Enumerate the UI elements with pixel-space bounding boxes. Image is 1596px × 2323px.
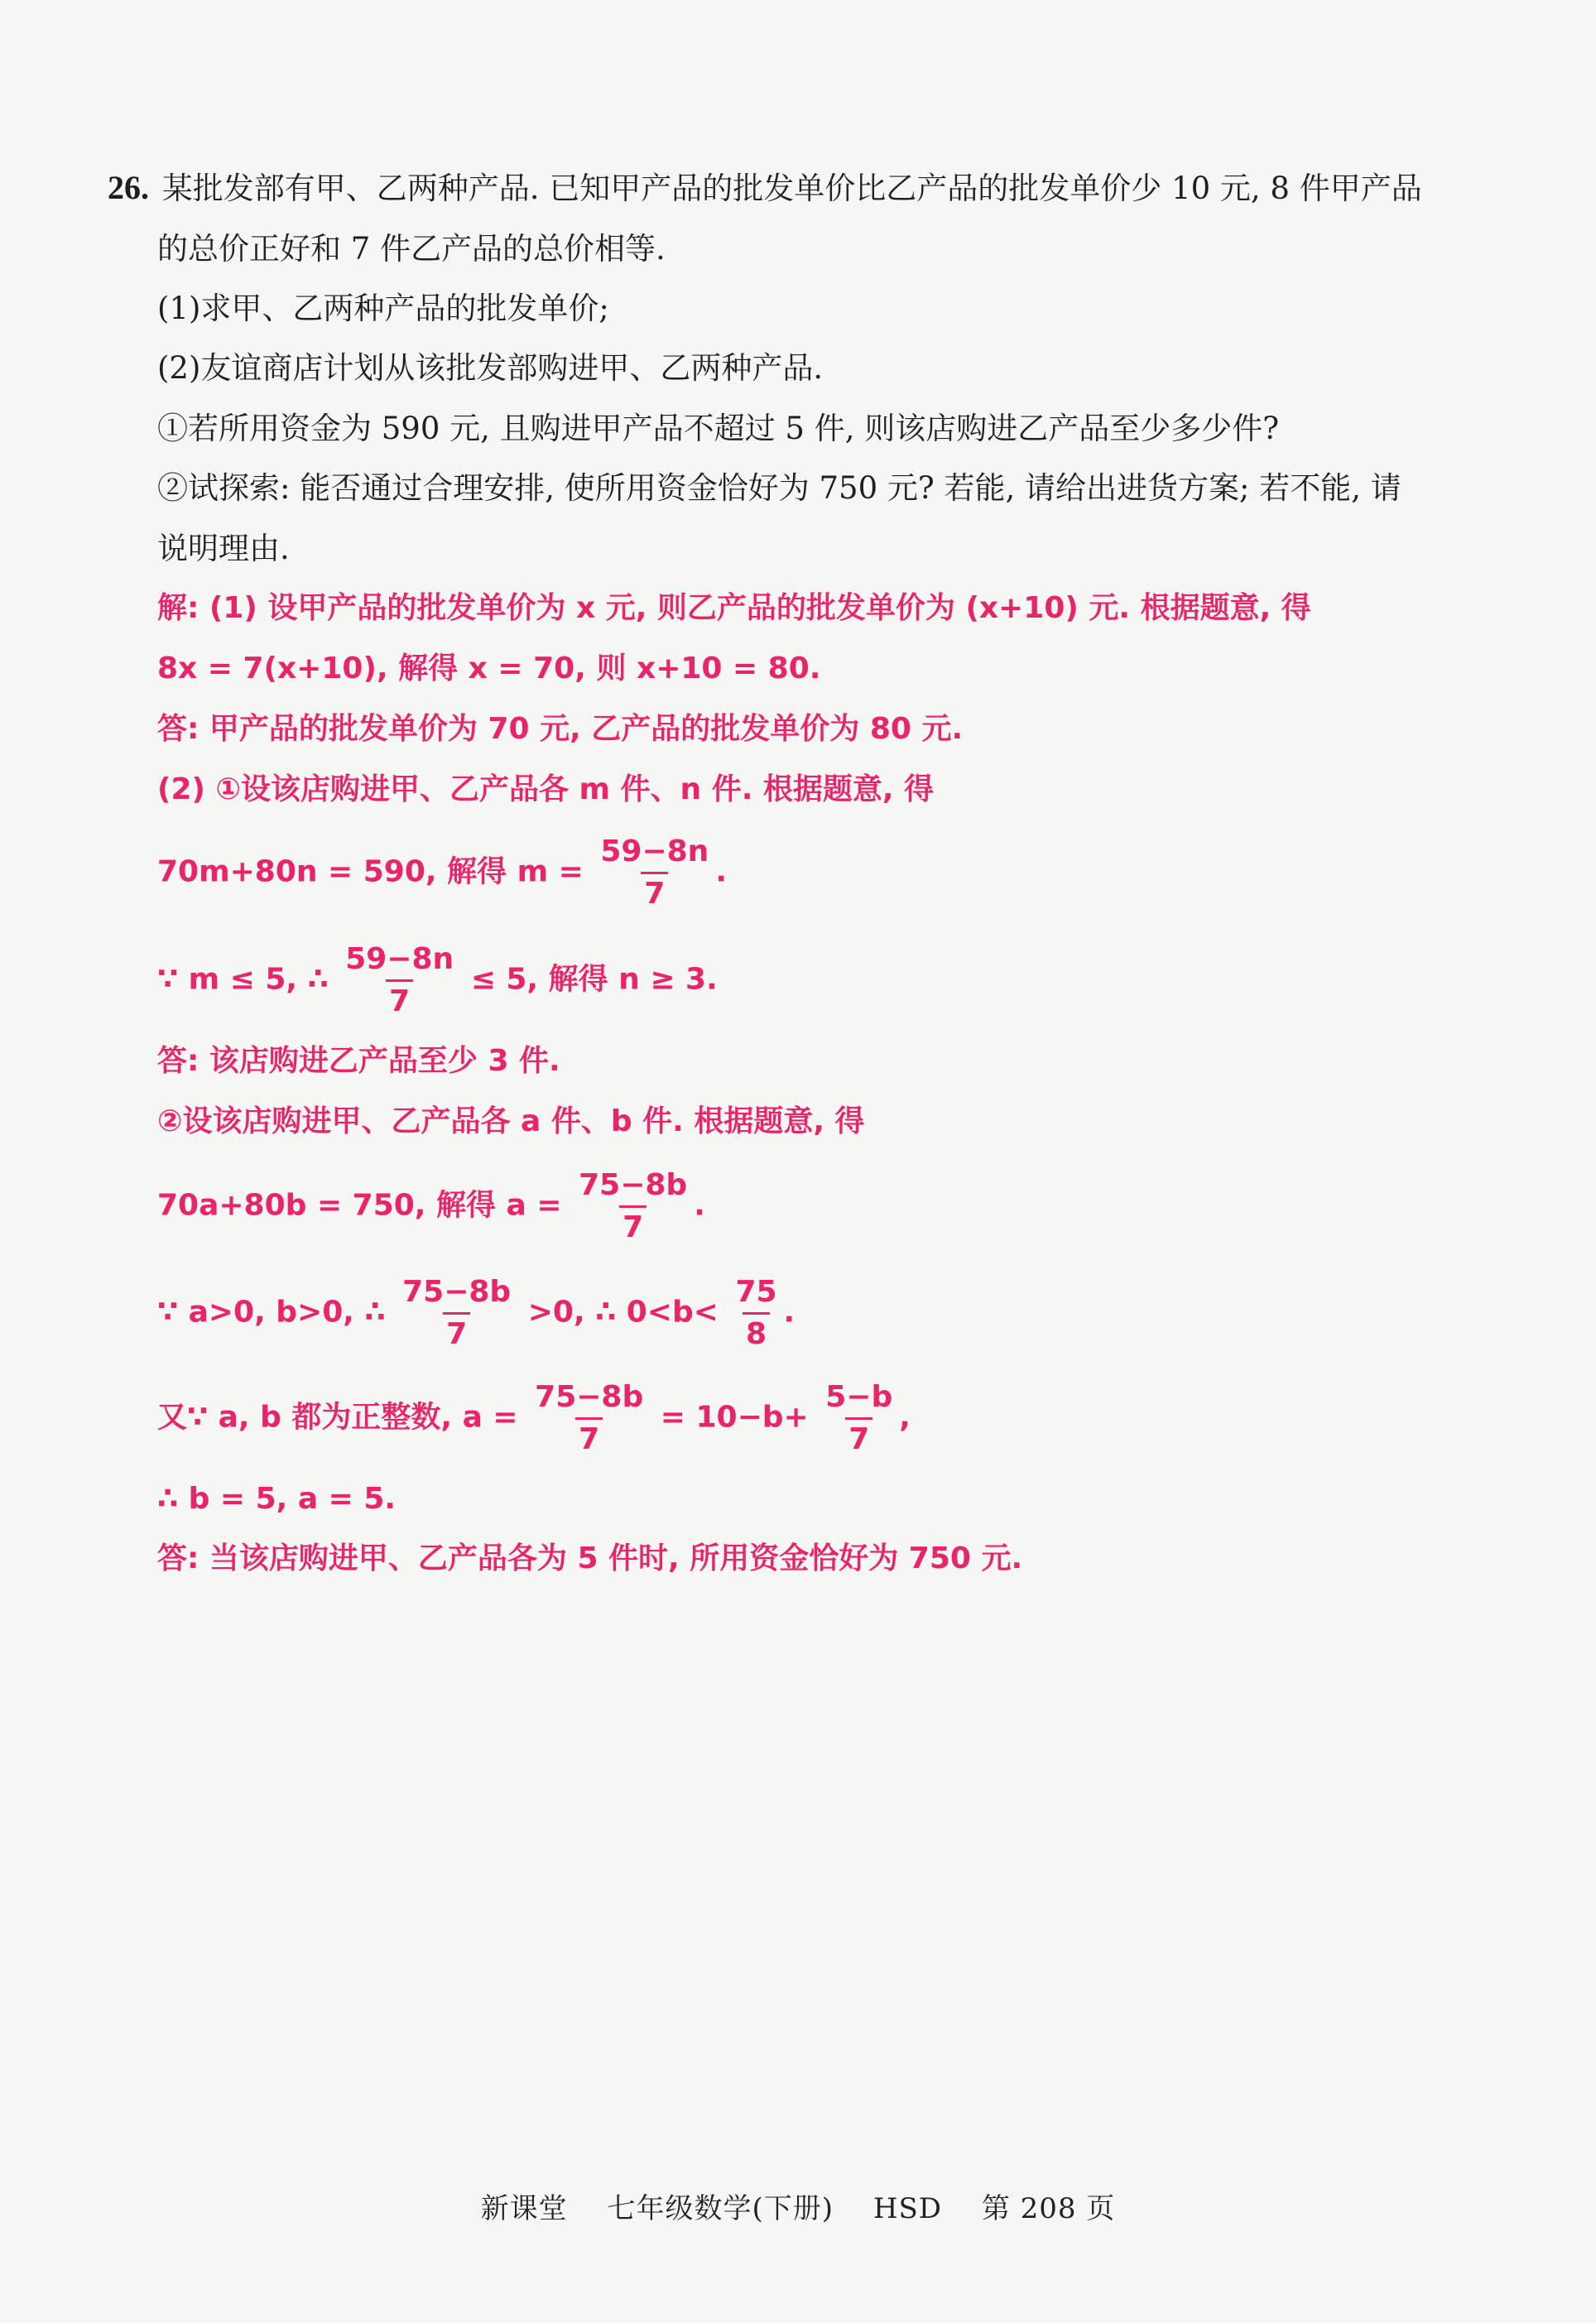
solution-line-3: 答: 甲产品的批发单价为 70 元, 乙产品的批发单价为 80 元. [157,712,964,746]
solution-line-4: (2) ①设该店购进甲、乙产品各 m 件、n 件. 根据题意, 得 [157,772,935,806]
fraction: $\frac{75}{8}$ [732,1272,780,1354]
footer-book-title: 新课堂 [480,2192,568,2225]
fraction: $\frac{59-8n}{7}$ [342,940,457,1022]
solution-line-1: 解: (1) 设甲产品的批发单价为 x 元, 则乙产品的批发单价为 (x+10) 元. 根据题意, 得 [157,591,1311,625]
question-sub2-line1: ②试探索: 能否通过合理安排, 使所用资金恰好为 750 元? 若能, 请给出进货方案; 若不能, 请 [157,470,1401,506]
fraction: $\frac{75-8b}{7}$ [399,1272,514,1354]
solution-line-9: 70a+80b = 750, 解得 a = $\frac{75-8b}{7}$ . [157,1166,705,1248]
fraction: $\frac{75-8b}{7}$ [531,1378,647,1460]
solution-line-12: ∴ b = 5, a = 5. [157,1482,397,1516]
solution-line-10: ∵ a>0, b>0, ∴ $\frac{75-8b}{7}$ >0, ∴ 0<b< $\frac{75}{8}$ . [157,1272,795,1354]
footer-grade: 七年级数学(下册) [607,2192,834,2225]
solution-line-13: 答: 当该店购进甲、乙产品各为 5 件时, 所用资金恰好为 750 元. [157,1541,1023,1575]
footer-page-number: 第 208 页 [981,2192,1116,2225]
solution-line-5: 70m+80n = 590, 解得 m = $\frac{59-8n}{7}$ . [157,832,727,914]
page-footer [0,2186,1596,2226]
solution-line-2: 8x = 7(x+10), 解得 x = 70, 则 x+10 = 80. [157,652,821,685]
footer-edition: HSD [873,2192,943,2225]
question-part2: (2)友谊商店计划从该批发部购进甲、乙两种产品. [157,350,824,386]
question-part1: (1)求甲、乙两种产品的批发单价; [157,291,609,326]
solution-line-8: ②设该店购进甲、乙产品各 a 件、b 件. 根据题意, 得 [157,1104,865,1138]
fraction: $\frac{5-b}{7}$ [822,1378,896,1460]
solution-line-6: ∵ m ≤ 5, ∴ $\frac{59-8n}{7}$ ≤ 5, 解得 n ≥ 3. [157,940,718,1022]
solution-line-11: 又∵ a, b 都为正整数, a = $\frac{75-8b}{7}$ = 10−b+ $\frac{5-b}{7}$ , [157,1378,911,1460]
fraction: $\frac{59-8n}{7}$ [597,832,712,914]
question-sub2-line2: 说明理由. [157,531,290,566]
fraction: $\frac{75-8b}{7}$ [575,1166,690,1248]
question-stem-line1: 26. 某批发部有甲、乙两种产品. 已知甲产品的批发单价比乙产品的批发单价少 10 元, 8 件甲产品 [108,169,1422,206]
question-stem-line2: 的总价正好和 7 件乙产品的总价相等. [157,231,666,267]
question-number: 26. [108,169,149,206]
solution-line-7: 答: 该店购进乙产品至少 3 件. [157,1044,560,1078]
question-sub1: ①若所用资金为 590 元, 且购进甲产品不超过 5 件, 则该店购进乙产品至少多少件? [157,411,1280,446]
